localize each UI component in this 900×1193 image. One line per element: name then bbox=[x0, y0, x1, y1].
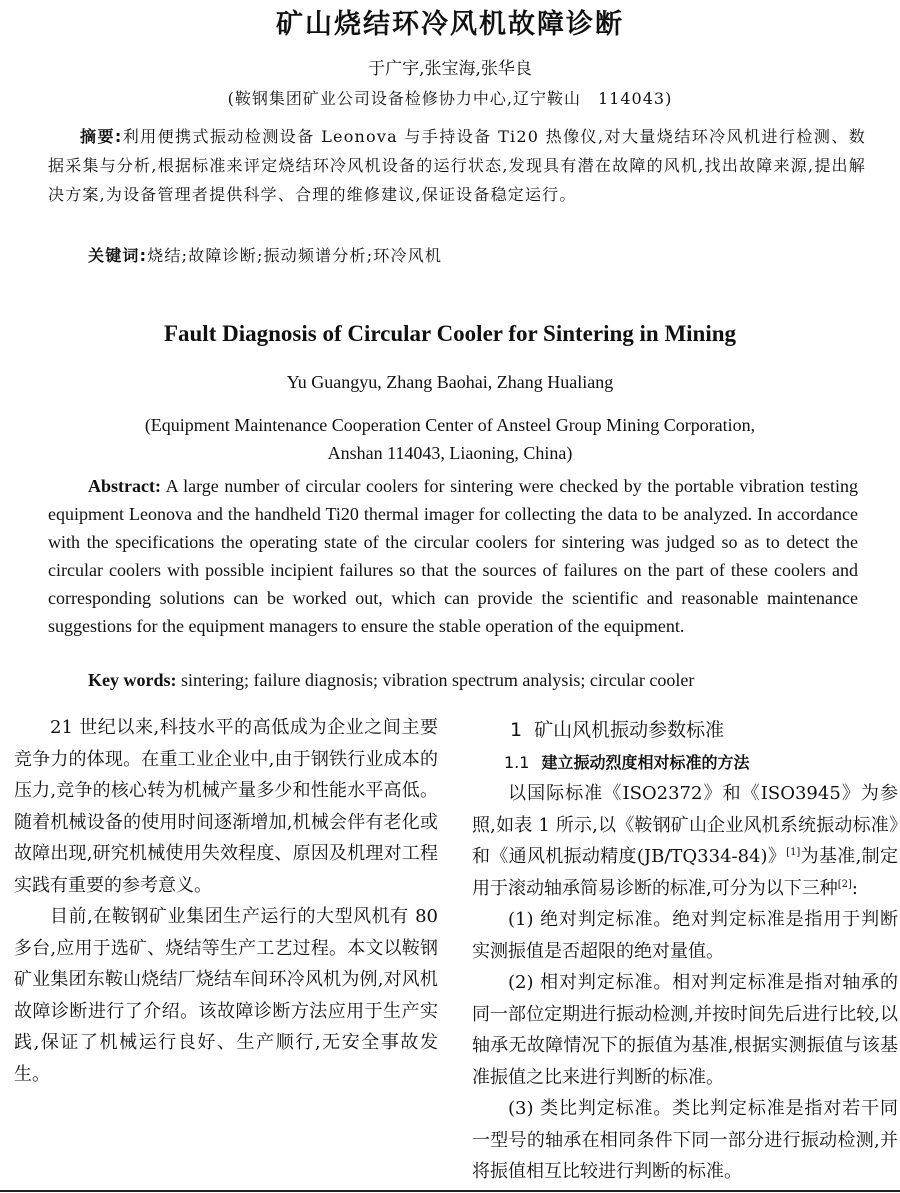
subsection-title: 建立振动烈度相对标准的方法 bbox=[541, 753, 750, 772]
body-paragraph: 目前,在鞍钢矿业集团生产运行的大型风机有 80 多台,应用于选矿、烧结等生产工艺过程。本文以鞍钢矿业集团东鞍山烧结厂烧结车间环冷风机为例,对风机故障诊断进行了介绍。该故障诊断方法应用于生产实践,保证了机械运行良好、生产顺行,无安全事故发生。 bbox=[14, 906, 438, 1085]
english-affiliation-line1: (Equipment Maintenance Cooperation Center of Ansteel Group Mining Corporation, bbox=[144, 415, 756, 435]
chinese-keywords bbox=[88, 243, 868, 266]
subsection-heading bbox=[472, 748, 898, 778]
english-affiliation-line2: Anshan 114043, Liaoning, China) bbox=[327, 443, 573, 463]
section-heading bbox=[472, 712, 898, 748]
english-abstract-text: A large number of circular coolers for sintering were checked by the portable vibration testing equipment Leonova and the handheld Ti20 thermal imager for collecting the data to be analyzed. In accordance with the specifications the operating state of the circular coolers for sintering was judged so as to detect the circular coolers with possible incipient failures so that the sources of failures on the part of these coolers and corresponding solutions can be worked out, which can provide the scientific and reasonable maintenance suggestions for the equipment managers to ensure the stable operation of the equipment. bbox=[48, 476, 858, 636]
paragraph-text: : bbox=[851, 877, 858, 899]
chinese-abstract-label: 摘要: bbox=[80, 127, 123, 146]
body-paragraph: (2) 相对判定标准。相对判定标准是指对轴承的同一部位定期进行振动检测,并按时间先后进行比较,以轴承无故障情况下的振值为基准,根据实测振值与该基准振值之比来进行判断的标准。 bbox=[472, 972, 898, 1088]
page-bottom-rule bbox=[0, 1190, 900, 1192]
chinese-authors: 于广宇,张宝海,张华良 bbox=[368, 59, 532, 79]
body-paragraph: (3) 类比判定标准。类比判定标准是指对若干同一型号的轴承在相同条件下同一部分进行振动检测,并将振值相互比较进行判断的标准。 bbox=[472, 1098, 898, 1182]
english-title: Fault Diagnosis of Circular Cooler for Sintering in Mining bbox=[163, 321, 737, 346]
english-keywords bbox=[88, 670, 868, 691]
body-paragraph: 21 世纪以来,科技水平的高低成为企业之间主要竞争力的体现。在重工业企业中,由于钢铁行业成本的压力,竞争的核心转为机械产量多少和性能水平高低。随着机械设备的使用时间逐渐增加,机械会伴有老化或故障出现,研究机械使用失效程度、原因及机理对工程实践有重要的参考意义。 bbox=[14, 717, 438, 896]
paragraph-text: 为基准,制定用于滚动轴承简易诊断的标准,可分为以下三种 bbox=[472, 846, 898, 899]
section-title: 矿山风机振动参数标准 bbox=[534, 719, 725, 741]
english-abstract-label: Abstract: bbox=[88, 476, 161, 496]
english-authors: Yu Guangyu, Zhang Baohai, Zhang Hualiang bbox=[286, 372, 614, 392]
body-paragraph: (1) 绝对判定标准。绝对判定标准是指用于判断实测振值是否超限的绝对量值。 bbox=[472, 909, 898, 962]
chinese-affiliation: (鞍钢集团矿业公司设备检修协力中心,辽宁鞍山 114043) bbox=[227, 89, 673, 108]
english-abstract bbox=[48, 472, 858, 640]
english-affiliation bbox=[0, 411, 900, 467]
body-right-column bbox=[472, 712, 898, 1188]
citation-ref: [2] bbox=[837, 878, 852, 890]
citation-ref: [1] bbox=[786, 847, 801, 858]
subsection-number: 1.1 bbox=[504, 753, 530, 772]
section-number: 1 bbox=[510, 719, 523, 741]
english-keywords-label: Key words: bbox=[88, 670, 177, 690]
chinese-title: 矿山烧结环冷风机故障诊断 bbox=[276, 9, 624, 40]
english-keywords-text: sintering; failure diagnosis; vibration spectrum analysis; circular cooler bbox=[181, 670, 695, 690]
chinese-abstract bbox=[48, 122, 866, 209]
paragraph-text: 以国际标准《ISO2372》和《ISO3945》为参照,如表 1 所示,以《鞍钢矿山企业风机系统振动标准》和《通风机振动精度(JB/TQ334-84)》 bbox=[472, 783, 898, 867]
chinese-keywords-text: 烧结;故障诊断;振动频谱分析;环冷风机 bbox=[147, 246, 443, 265]
body-left-column bbox=[14, 712, 438, 1090]
chinese-keywords-label: 关键词: bbox=[88, 246, 148, 265]
chinese-abstract-text: 利用便携式振动检测设备 Leonova 与手持设备 Ti20 热像仪,对大量烧结环冷风机进行检测、数据采集与分析,根据标准来评定烧结环冷风机设备的运行状态,发现具有潜在故障的风机,找出故障来源,提出解决方案,为设备管理者提供科学、合理的维修建议,保证设备稳定运行。 bbox=[48, 127, 866, 204]
body-paragraph bbox=[472, 778, 898, 904]
